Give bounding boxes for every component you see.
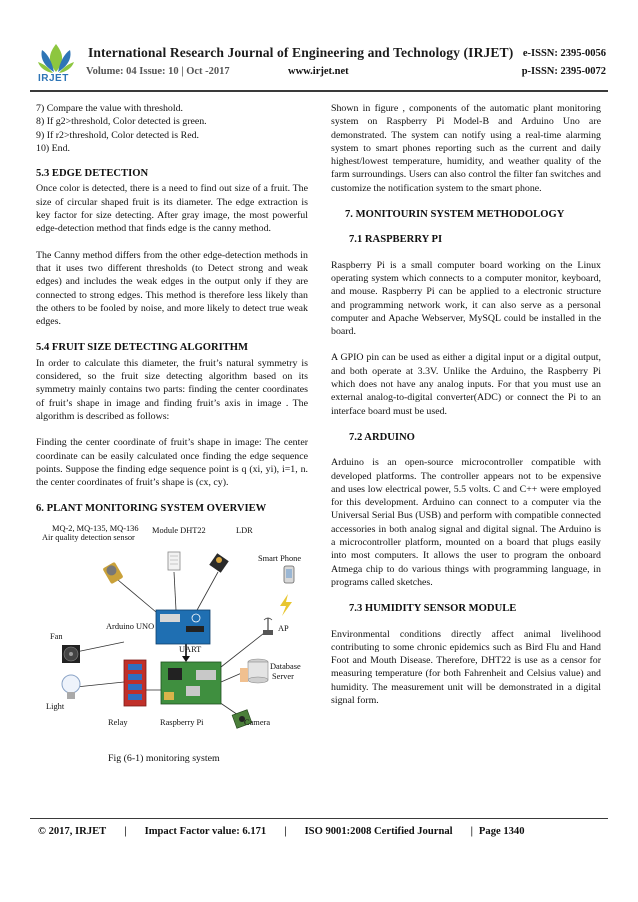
left-column (36, 102, 308, 778)
section-heading-7-3: 7.3 HUMIDITY SENSOR MODULE (349, 603, 517, 615)
section-heading-5-4: 5.4 FRUIT SIZE DETECTING ALGORITHM (36, 342, 249, 354)
journal-title: International Research Journal of Engineering and Technology (IRJET) (88, 45, 514, 60)
list-item: 10) End. (36, 142, 71, 154)
system-diagram (36, 522, 308, 750)
algorithm-steps (36, 102, 308, 155)
paragraph: A GPIO pin can be used as either a digital input or a digital output, and both operate at 3.3V. Unlike the Arduino, the Raspberry Pi which does not have any analog inputs. For that you must use an external analog-to-digital converter(ADC) or connect the Pi to an interface board must be used. (331, 352, 601, 417)
list-item: 9) If r2>threshold, Color detected is Red. (36, 129, 199, 141)
label-database: Database (270, 661, 301, 671)
label-uart: UART (179, 644, 202, 654)
label-dht22: Module DHT22 (152, 525, 206, 535)
label-fan: Fan (50, 631, 63, 641)
label-smartphone: Smart Phone (258, 553, 302, 563)
wireless-signal-icon (280, 594, 292, 616)
paragraph: Once color is detected, there is a need to find out size of a fruit. The size of circular shaped fruit is its diameter. The edge extraction is key factor for size detecting. After gray image, the most powerful edge-detection method that finds edge is the canny method. (36, 183, 308, 235)
p-issn: p-ISSN: 2395-0072 (521, 66, 606, 77)
paragraph: The Canny method differs from the other edge-detection methods in that it uses two different thresholds (to Detect strong and weak edges) and includes the weak edges in the output only if they are connected to strong edges. This method is therefore less likely than the others to be fooled by noise, and more likely to detect true weak edges. (36, 249, 308, 328)
label-air-sensors: MQ-2, MQ-135, MQ-136 (52, 523, 139, 533)
footer-impact-factor: Impact Factor value: 6.171 (144, 826, 267, 837)
label-ldr: LDR (236, 525, 253, 535)
label-light: Light (46, 701, 65, 711)
paragraph: Raspberry Pi is a small computer board working on the Linux operating system which connects to a computer monitor, keyboard, and mouse. Raspberry Pi can be applied to a electronic structure and programming network work, it can also serve as a personal computer and Apache Webserver, MySQL could be installed in the board. (331, 259, 601, 338)
ldr-sensor-icon (209, 553, 228, 572)
header-divider (30, 90, 608, 92)
paragraph: In order to calculate this diameter, the fruit’s natural symmetry is considered, so the fruit size detecting algorithm based on its symmetry mainly contains two parts: finding the center coordinates of fruit’s shape in image and finding fruit’s axis in image . The algorithm is described as follows: (36, 357, 308, 422)
raspberry-pi-board-icon (161, 662, 221, 704)
light-bulb-icon (62, 675, 80, 699)
list-item: 7) Compare the value with threshold. (36, 103, 183, 114)
access-point-icon (263, 618, 273, 635)
irjet-logo (32, 42, 80, 86)
label-server: Server (272, 671, 294, 681)
footer-page-number: Page 1340 (478, 826, 525, 837)
arduino-board-icon (156, 610, 210, 644)
smartphone-icon (284, 566, 294, 583)
paragraph: Shown in figure , components of the automatic plant monitoring system on Raspberry Pi Model-B and Arduino Uno are demonstrated. The system can notify using a real-time alarming system to smart phones reporting such as the current and daily highest/lowest temperature, humidity, and weather quality of the farm surroundings. Users can also control the filter fan switches and customize the notification system to the smart phone. (331, 103, 601, 194)
journal-website[interactable]: www.irjet.net (288, 66, 349, 77)
section-heading-6: 6. PLANT MONITORING SYSTEM OVERVIEW (36, 503, 267, 515)
label-relay: Relay (108, 717, 128, 727)
footer-iso: ISO 9001:2008 Certified Journal (304, 826, 453, 837)
label-arduino: Arduino UNO (106, 621, 155, 631)
relay-module-icon (124, 660, 146, 706)
database-server-icon (240, 659, 268, 683)
paragraph: Environmental conditions directly affect animal livelihood contributing to some chronic epidemics such as Bird Flu and Hand Foot and Mouth Disease. Therefore, DHT22 is use as a censor for measuring temperature (for both Fahrenheit and Celsius value) and humidity. The measurement unit will be demonstrated in a digital signal form. (331, 628, 601, 706)
volume-issue: Volume: 04 Issue: 10 | Oct -2017 (86, 66, 230, 77)
section-heading-7-1: 7.1 RASPBERRY PI (349, 234, 443, 246)
label-raspberry-pi: Raspberry Pi (160, 717, 204, 727)
label-ap: AP (278, 623, 289, 633)
gas-sensor-icon (102, 561, 123, 584)
section-heading-7: 7. MONITOURIN SYSTEM METHODOLOGY (345, 209, 565, 221)
paragraph: Arduino is an open-source microcontroller compatible with developed platforms. The controller appears not to be expensive and uses low electrical power, 5.5 volts. C and C++ were employed for this development. Arduino can connect to a computer via the Universal Serial Bus (USB) and perform with compatible connected accessories in both analog signal and digital signal. The Arduino is a microcontroller platform, mounted on a board that plugs easily into most computers. It allows the user to program the onboard Atmega chip to do various things with programming language, in programs called sketches. (331, 457, 601, 588)
paragraph: Finding the center coordinate of fruit’s shape in image: The center coordinate can be easily calculated once finding the edge sequence points. Suppose the finding edge sequence point is q (xi, yi), i=1, n. the center coordinates of fruit’s shape is (cx, cy). (36, 437, 308, 489)
dht22-sensor-icon (168, 552, 180, 570)
list-item: 8) If g2>threshold, Color detected is green. (36, 116, 207, 128)
logo-text: IRJET (38, 73, 69, 84)
e-issn: e-ISSN: 2395-0056 (522, 48, 606, 59)
footer-copyright: © 2017, IRJET (38, 826, 107, 837)
section-heading-5-3: 5.3 EDGE DETECTION (36, 168, 149, 180)
footer-divider (30, 818, 608, 819)
label-air-sensors-sub: Air quality detection sensor (42, 532, 135, 542)
journal-header (30, 42, 608, 88)
page-footer: © 2017, IRJET | Impact Factor value: 6.171 | ISO 9001:2008 Certified Journal | Page 1340 (38, 826, 525, 837)
label-camera: Camera (244, 717, 271, 727)
section-heading-7-2: 7.2 ARDUINO (349, 431, 415, 443)
figure-caption: Fig (6-1) monitoring system (108, 752, 220, 764)
fan-icon (62, 645, 80, 663)
right-column (331, 102, 601, 720)
